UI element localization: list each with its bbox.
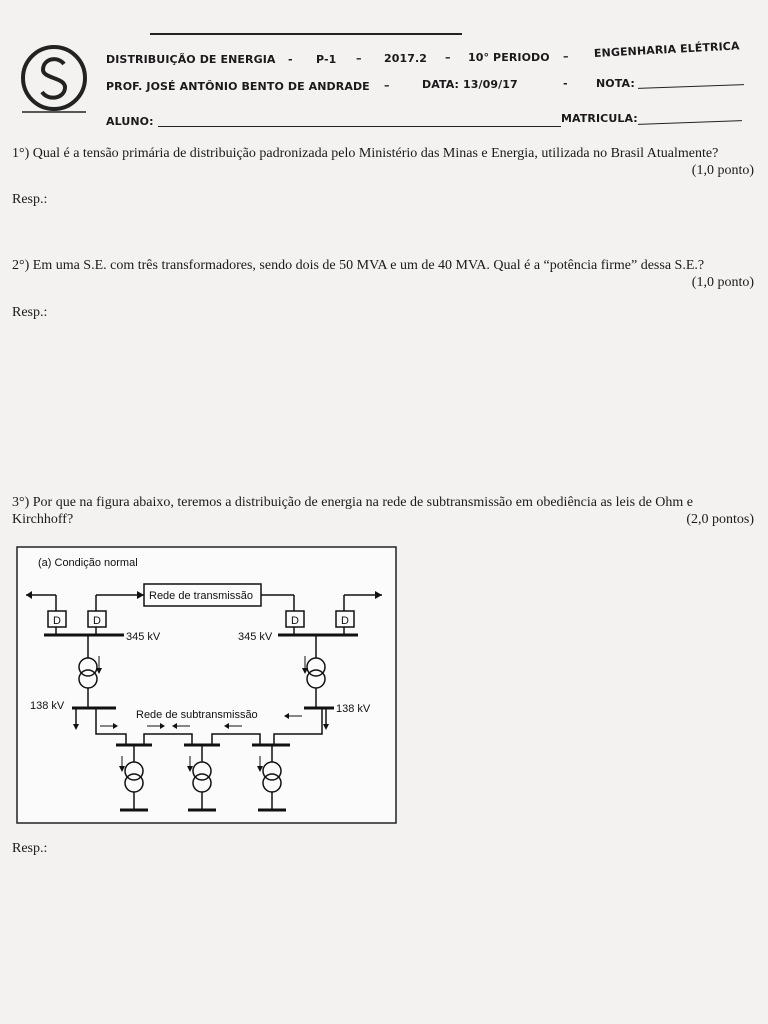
question-2 [12, 257, 754, 291]
program-name: ENGENHARIA ELÉTRICA [593, 39, 740, 60]
answer-1-label: Resp.: [12, 192, 48, 207]
question-2-text: 2°) Em uma S.E. com três transformadores, sendo dois de 50 MVA e um de 40 MVA. Qual é a “potência firme” dessa S.E.? [12, 258, 705, 273]
question-3-points: (2,0 pontos) [686, 512, 754, 527]
header-dash: - [563, 77, 568, 90]
header-dash: – [445, 51, 451, 64]
header-top-rule [150, 33, 462, 35]
university-logo [18, 42, 90, 114]
answer-3-label: Resp.: [12, 841, 48, 856]
question-1-points: (1,0 ponto) [691, 163, 754, 178]
header-dash: – [356, 52, 362, 65]
d-label: D [93, 615, 101, 627]
exam-date: DATA: 13/09/17 [422, 78, 518, 91]
header-dash: - [288, 53, 293, 66]
subtransmission-label: Rede de subtransmissão [136, 709, 258, 721]
course-name: DISTRIBUIÇÃO DE ENERGIA [106, 53, 276, 66]
figure-frame [17, 547, 396, 823]
question-2-points: (1,0 ponto) [691, 275, 754, 290]
exam-label: P-1 [316, 53, 337, 66]
power-network-diagram [16, 546, 397, 824]
registration-field[interactable] [638, 120, 742, 125]
question-3 [12, 494, 754, 528]
d-label: D [341, 615, 349, 627]
voltage-label: 345 kV [238, 631, 273, 643]
question-1 [12, 145, 754, 179]
transmission-label: Rede de transmissão [149, 590, 253, 602]
header-dash: – [384, 79, 390, 92]
student-label: ALUNO: [106, 115, 154, 128]
d-label: D [53, 615, 61, 627]
question-1-text: 1°) Qual é a tensão primária de distribuição padronizada pelo Ministério das Minas e Energia, utilizada no Brasil Atualmente? [12, 146, 719, 161]
figure-caption: (a) Condição normal [38, 557, 138, 569]
semester: 2017.2 [384, 52, 428, 65]
voltage-label: 138 kV [336, 703, 371, 715]
period: 10° PERIODO [468, 51, 550, 64]
registration-label: MATRICULA: [561, 112, 638, 125]
grade-label: NOTA: [596, 77, 635, 90]
student-name-field[interactable] [158, 126, 561, 127]
d-label: D [291, 615, 299, 627]
question-3-text: 3°) Por que na figura abaixo, teremos a distribuição de energia na rede de subtransmissão em obediência as leis de Ohm e Kirchhoff? [12, 495, 694, 527]
grade-field[interactable] [638, 84, 744, 89]
professor-name: PROF. JOSÉ ANTÔNIO BENTO DE ANDRADE [106, 80, 370, 93]
voltage-label: 345 kV [126, 631, 161, 643]
answer-2-label: Resp.: [12, 305, 48, 320]
header-dash: – [563, 50, 569, 63]
voltage-label: 138 kV [30, 700, 65, 712]
